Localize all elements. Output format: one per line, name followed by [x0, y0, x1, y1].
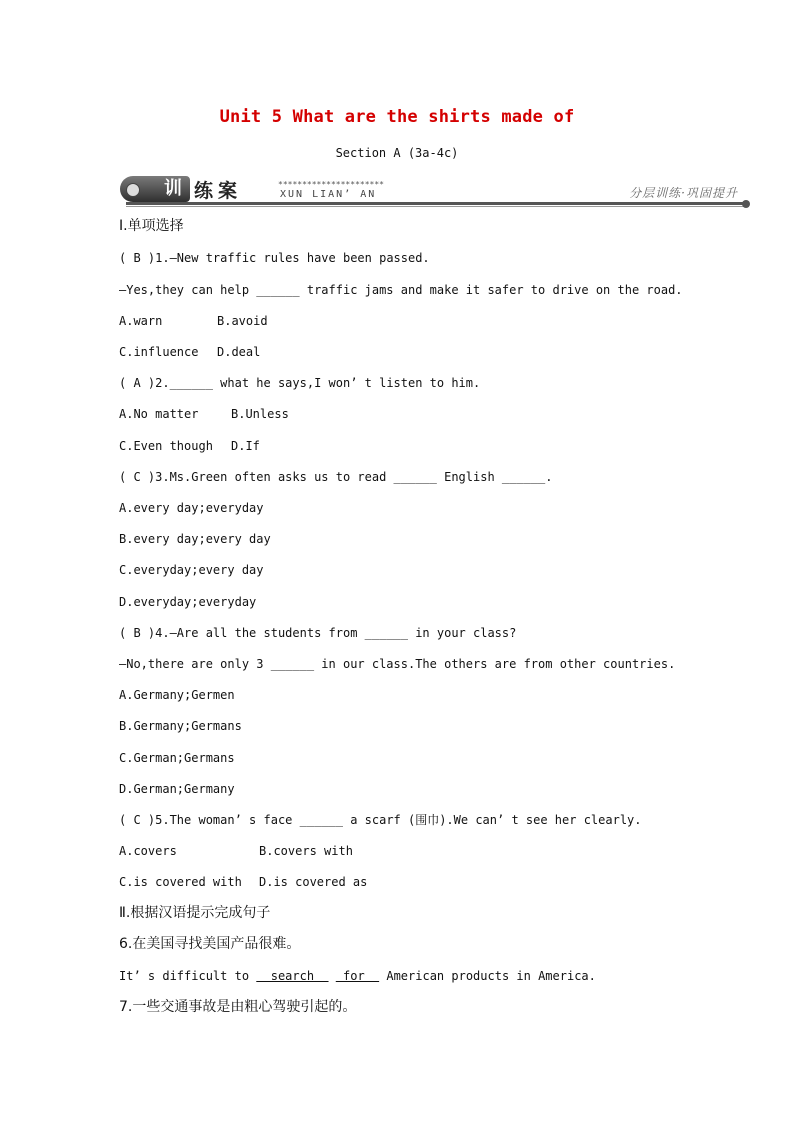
q4-option-c: C.German;Germans — [119, 751, 235, 765]
q6-suffix: American products in America. — [379, 969, 596, 983]
q4-stem-2: —No,there are only 3 ______ in our class.The others are from other countries. — [119, 657, 676, 671]
q6-english — [119, 968, 596, 984]
q1-option-b: B.avoid — [217, 314, 268, 328]
section-heading-1: Ⅰ.单项选择 — [119, 218, 184, 234]
q5-option-d: D.is covered as — [259, 875, 368, 889]
question-3 — [119, 469, 552, 485]
q5-option-c: C.is covered with — [119, 875, 242, 889]
page-title: Unit 5 What are the shirts made of — [219, 107, 575, 127]
q3-option-c: C.everyday;every day — [119, 563, 264, 577]
banner-bullet-icon — [126, 183, 140, 197]
q2-stem: 2.______ what he says,I won’ t listen to him. — [155, 376, 481, 390]
q2-options-cd — [119, 438, 260, 454]
question-2 — [119, 375, 480, 391]
q3-option-b: B.every day;every day — [119, 532, 271, 546]
q7-chinese: 7.一些交通事故是由粗心驾驶引起的。 — [119, 999, 357, 1015]
q4-stem: 4.—Are all the students from ______ in your class? — [155, 626, 517, 640]
banner-dots: ********************** — [278, 180, 384, 189]
q5-options-ab — [119, 843, 353, 859]
banner-slogan: 分层训练·巩固提升 — [629, 186, 738, 200]
q5-stem: 5.The woman’ s face ______ a scarf (围巾).We can’ t see her clearly. — [155, 813, 642, 827]
q5-options-cd — [119, 874, 367, 890]
q6-blank-2: for — [335, 969, 380, 983]
q1-stem: 1.—New traffic rules have been passed. — [155, 251, 430, 265]
q2-option-a: A.No matter — [119, 407, 199, 421]
answer-3: ( C ) — [119, 470, 156, 484]
q2-option-d: D.If — [231, 439, 260, 453]
q1-options-ab — [119, 313, 268, 329]
q6-prefix: It’ s difficult to — [119, 969, 257, 983]
answer-5: ( C ) — [119, 813, 156, 827]
q1-option-c: C.influence — [119, 345, 199, 359]
q6-mid — [329, 969, 336, 983]
answer-4: ( B ) — [119, 626, 156, 640]
q1-options-cd — [119, 344, 260, 360]
banner-endcap-icon — [742, 200, 750, 208]
q4-option-d: D.German;Germany — [119, 782, 235, 796]
page-subtitle: Section A (3a-4c) — [335, 146, 459, 160]
answer-1: ( B ) — [119, 251, 156, 265]
q5-option-a: A.covers — [119, 844, 177, 858]
q1-option-d: D.deal — [217, 345, 261, 359]
banner-pill — [120, 176, 190, 202]
q5-option-b: B.covers with — [259, 844, 353, 858]
section-heading-2: Ⅱ.根据汉语提示完成句子 — [119, 905, 271, 921]
q2-option-b: B.Unless — [231, 407, 289, 421]
q3-stem: 3.Ms.Green often asks us to read ______ English ______. — [155, 470, 553, 484]
q6-blank-1: search — [256, 969, 329, 983]
q6-chinese: 6.在美国寻找美国产品很难。 — [119, 936, 301, 952]
q3-option-d: D.everyday;everyday — [119, 595, 257, 609]
q1-stem-2: —Yes,they can help ______ traffic jams and make it safer to drive on the road. — [119, 283, 683, 297]
question-5 — [119, 812, 642, 828]
q2-option-c: C.Even though — [119, 439, 213, 453]
banner-label-first: 训 — [164, 178, 182, 199]
q2-options-ab — [119, 406, 289, 422]
question-1 — [119, 250, 430, 266]
banner-pinyin: XUN LIAN’ AN — [280, 189, 377, 200]
banner-label-rest: 练案 — [194, 180, 243, 202]
q4-option-b: B.Germany;Germans — [119, 719, 242, 733]
q1-option-a: A.warn — [119, 314, 163, 328]
answer-2: ( A ) — [119, 376, 156, 390]
banner-rule-thin — [126, 206, 748, 207]
section-banner — [120, 174, 750, 210]
q4-option-a: A.Germany;Germen — [119, 688, 235, 702]
q3-option-a: A.every day;everyday — [119, 501, 264, 515]
question-4 — [119, 625, 516, 641]
